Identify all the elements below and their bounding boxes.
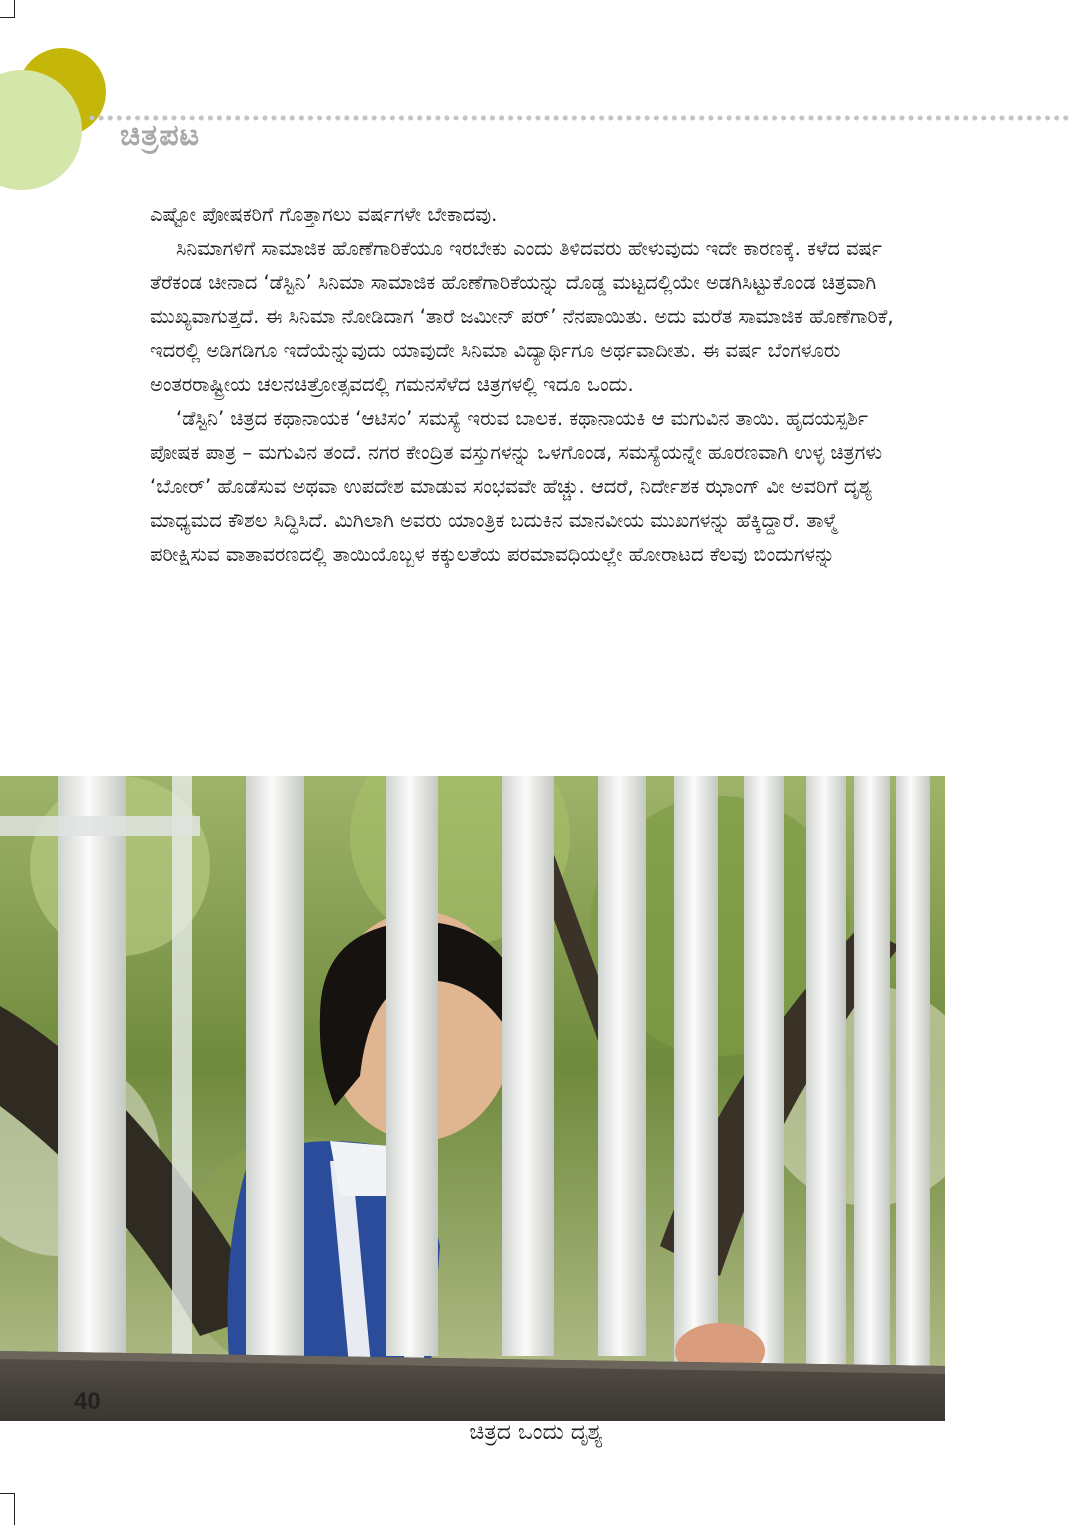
- crop-mark-bottom-left-v: [14, 1493, 15, 1525]
- paragraph: ಸಿನಿಮಾಗಳಿಗೆ ಸಾಮಾಜಿಕ ಹೊಣೆಗಾರಿಕೆಯೂ ಇರಬೇಕು ಎಂದು ತಿಳಿದವರು ಹೇಳುವುದು ಇದೇ ಕಾರಣಕ್ಕೆ. ಕಳೆದ ವರ್ಷ ತೆರೆಕಂಡ ಚೀನಾದ ‘ಡೆಸ್ಟಿನಿ’ ಸಿನಿಮಾ ಸಾಮಾಜಿಕ ಹೊಣೆಗಾರಿಕೆಯನ್ನು ದೊಡ್ಡ ಮಟ್ಟದಲ್ಲಿಯೇ ಅಡಗಿಸಿಟ್ಟುಕೊಂಡ ಚಿತ್ರವಾಗಿ ಮುಖ್ಯವಾಗುತ್ತದೆ. ಈ ಸಿನಿಮಾ ನೋಡಿದಾಗ ‘ತಾರೆ ಜಮೀನ್ ಪರ್’ ನೆನಪಾಯಿತು. ಅದು ಮರೆತ ಸಾಮಾಜಿಕ ಹೊಣೆಗಾರಿಕೆ, ಇದರಲ್ಲಿ ಅಡಿಗಡಿಗೂ ಇದೆಯೆನ್ನುವುದು ಯಾವುದೇ ಸಿನಿಮಾ ವಿದ್ಯಾರ್ಥಿಗೂ ಅರ್ಥವಾದೀತು. ಈ ವರ್ಷ ಬೆಂಗಳೂರು ಅಂತರರಾಷ್ಟ್ರೀಯ ಚಲನಚಿತ್ರೋತ್ಸವದಲ್ಲಿ ಗಮನಸೆಳೆದ ಚಿತ್ರಗಳಲ್ಲಿ ಇದೂ ಒಂದು.: [150, 237, 894, 396]
- photo-illustration: [0, 776, 945, 1421]
- figure-caption: ಚಿತ್ರದ ಒಂದು ದೃಶ್ಯ: [469, 1420, 603, 1445]
- page-number: 40: [74, 1388, 101, 1415]
- header-decoration: [0, 0, 1072, 210]
- page-number-rule: [0, 1385, 100, 1386]
- section-title: ಚಿತ್ರಪಟ: [120, 118, 201, 153]
- crop-mark-bottom-left-h: [0, 1493, 15, 1494]
- article-body: [150, 198, 910, 572]
- paragraph: ಎಷ್ಟೋ ಪೋಷಕರಿಗೆ ಗೊತ್ತಾಗಲು ವರ್ಷಗಳೇ ಬೇಕಾದವು.: [150, 203, 498, 226]
- paragraph: ‘ಡೆಸ್ಟಿನಿ’ ಚಿತ್ರದ ಕಥಾನಾಯಕ ‘ಆಟಿಸಂ’ ಸಮಸ್ಯೆ ಇರುವ ಬಾಲಕ. ಕಥಾನಾಯಕಿ ಆ ಮಗುವಿನ ತಾಯಿ. ಹೃದಯಸ್ಪರ್ಶಿ ಪೋಷಕ ಪಾತ್ರ – ಮಗುವಿನ ತಂದೆ. ನಗರ ಕೇಂದ್ರಿತ ವಸ್ತುಗಳನ್ನು ಒಳಗೊಂಡ, ಸಮಸ್ಯೆಯನ್ನೇ ಹೂರಣವಾಗಿ ಉಳ್ಳ ಚಿತ್ರಗಳು ‘ಬೋರ್’ ಹೊಡೆಸುವ ಅಥವಾ ಉಪದೇಶ ಮಾಡುವ ಸಂಭವವೇ ಹೆಚ್ಚು. ಆದರೆ, ನಿರ್ದೇಶಕ ಝಾಂಗ್ ವೀ ಅವರಿಗೆ ದೃಶ್ಯ ಮಾಧ್ಯಮದ ಕೌಶಲ ಸಿದ್ಧಿಸಿದೆ. ಮಿಗಿಲಾಗಿ ಅವರು ಯಾಂತ್ರಿಕ ಬದುಕಿನ ಮಾನವೀಯ ಮುಖಗಳನ್ನು ಹೆಕ್ಕಿದ್ದಾರೆ. ತಾಳ್ಮೆ ಪರೀಕ್ಷಿಸುವ ವಾತಾವರಣದಲ್ಲಿ ತಾಯಿಯೊಬ್ಬಳ ಕಕ್ಕುಲತೆಯ ಪರಮಾವಧಿಯಲ್ಲೇ ಹೋರಾಟದ ಕೆಲವು ಬಿಂದುಗಳನ್ನು: [150, 407, 883, 566]
- film-still-photo: [0, 776, 945, 1421]
